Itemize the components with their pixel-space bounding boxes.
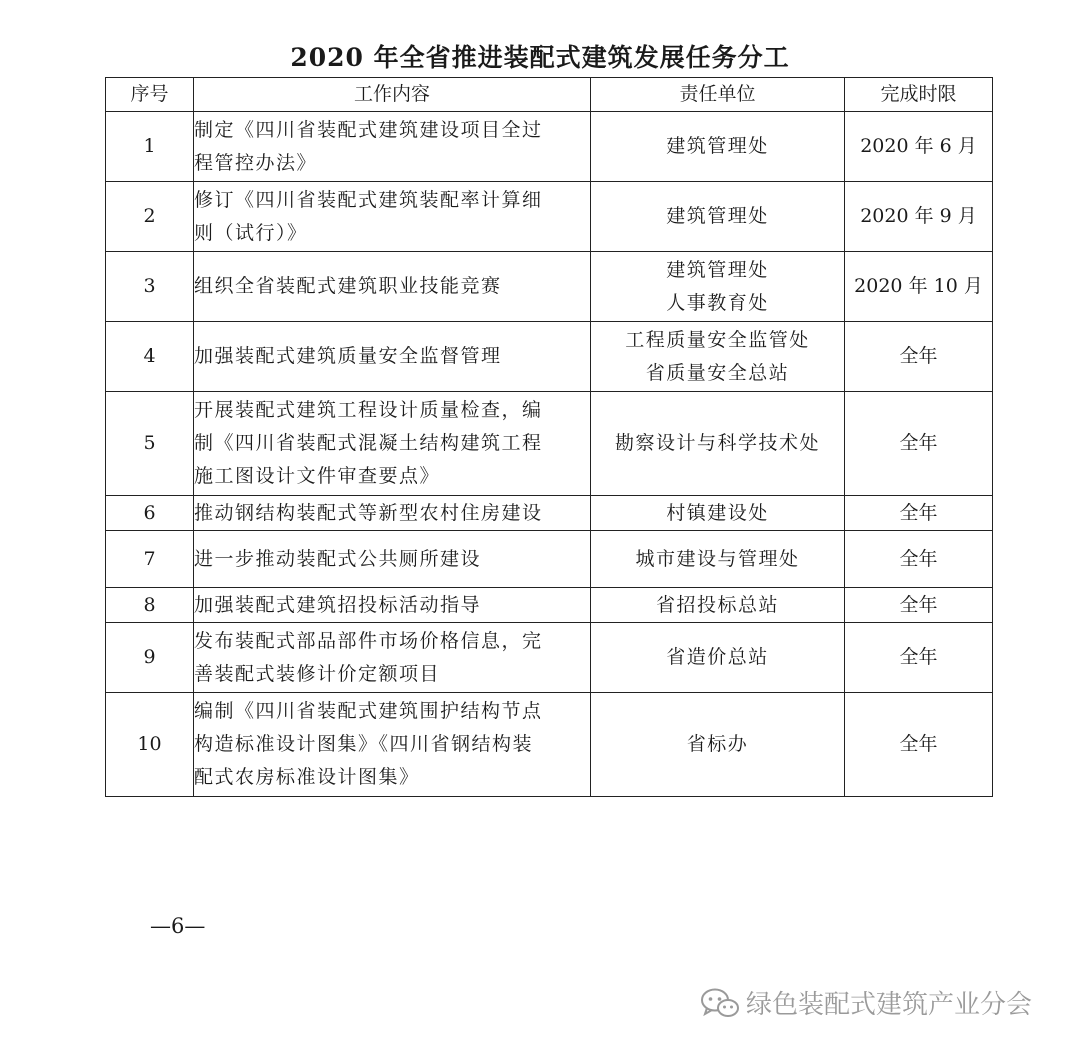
deadline: 全年 [845, 496, 993, 531]
table-row [106, 623, 993, 693]
table-row [106, 531, 993, 588]
deadline: 全年 [845, 531, 993, 588]
unit-line: 省质量安全总站 [645, 361, 790, 384]
responsible-unit [591, 392, 845, 496]
document-title: 2020 年全省推进装配式建筑发展任务分工 [290, 43, 790, 72]
page-number: —6— [150, 914, 206, 938]
work-content [194, 496, 591, 531]
header-deadline: 完成时限 [845, 78, 993, 112]
content-line: 加强装配式建筑质量安全监督管理 [194, 345, 502, 367]
row-number: 3 [106, 252, 194, 322]
table-row [106, 693, 993, 797]
table-row [106, 322, 993, 392]
work-content [194, 623, 591, 693]
deadline: 2020 年 6 月 [845, 112, 993, 182]
deadline: 全年 [845, 392, 993, 496]
row-number: 7 [106, 531, 194, 588]
content-line: 施工图设计文件审查要点》 [194, 465, 441, 487]
work-content [194, 693, 591, 797]
row-number: 5 [106, 392, 194, 496]
content-line: 开展装配式建筑工程设计质量检查，编 [194, 399, 543, 421]
wechat-icon [700, 987, 740, 1019]
content-line: 则（试行）》 [194, 221, 308, 244]
deadline: 2020 年 10 月 [845, 252, 993, 322]
row-number: 1 [106, 112, 194, 182]
content-line: 善装配式装修计价定额项目 [194, 662, 441, 685]
content-line: 构造标准设计图集》《四川省钢结构装 [194, 733, 534, 755]
responsible-unit [591, 693, 845, 797]
responsible-unit [591, 588, 845, 623]
deadline: 全年 [845, 322, 993, 392]
content-line: 制《四川省装配式混凝土结构建筑工程 [194, 432, 543, 454]
table-row [106, 252, 993, 322]
row-number: 2 [106, 182, 194, 252]
deadline: 全年 [845, 693, 993, 797]
work-content [194, 112, 591, 182]
watermark-text: 绿色装配式建筑产业分会 [746, 990, 1033, 1020]
deadline: 全年 [845, 588, 993, 623]
work-content [194, 322, 591, 392]
responsible-unit [591, 112, 845, 182]
table-row [106, 182, 993, 252]
table-header-row [106, 78, 993, 112]
content-line: 编制《四川省装配式建筑围护结构节点 [194, 700, 543, 722]
row-number: 9 [106, 623, 194, 693]
work-content [194, 588, 591, 623]
unit-line: 人事教育处 [666, 291, 769, 314]
table-row [106, 496, 993, 531]
watermark [700, 984, 1032, 1021]
unit-line: 建筑管理处 [666, 135, 769, 157]
content-line: 组织全省装配式建筑职业技能竞赛 [194, 275, 502, 297]
content-line: 修订《四川省装配式建筑装配率计算细 [194, 188, 543, 211]
unit-line: 建筑管理处 [666, 205, 769, 227]
row-number: 8 [106, 588, 194, 623]
unit-line: 村镇建设处 [666, 501, 769, 524]
content-line: 推动钢结构装配式等新型农村住房建设 [194, 501, 543, 524]
content-line: 加强装配式建筑招投标活动指导 [194, 593, 482, 616]
responsible-unit [591, 322, 845, 392]
header-content: 工作内容 [194, 78, 591, 112]
work-content [194, 531, 591, 588]
responsible-unit [591, 252, 845, 322]
table-row [106, 588, 993, 623]
task-table-body [106, 112, 993, 797]
work-content [194, 182, 591, 252]
row-number: 6 [106, 496, 194, 531]
responsible-unit [591, 496, 845, 531]
table-row [106, 392, 993, 496]
content-line: 进一步推动装配式公共厕所建设 [194, 547, 482, 570]
content-line: 程管控办法》 [194, 151, 318, 174]
responsible-unit [591, 623, 845, 693]
work-content [194, 392, 591, 496]
table-row [106, 112, 993, 182]
unit-line: 城市建设与管理处 [635, 547, 800, 570]
content-line: 制定《四川省装配式建筑建设项目全过 [194, 118, 543, 141]
unit-line: 省标办 [686, 733, 749, 755]
unit-line: 建筑管理处 [666, 258, 769, 281]
task-table [105, 77, 993, 797]
unit-line: 勘察设计与科学技术处 [614, 432, 820, 454]
header-no: 序号 [106, 78, 194, 112]
content-line: 发布装配式部品部件市场价格信息，完 [194, 629, 543, 652]
deadline: 2020 年 9 月 [845, 182, 993, 252]
unit-line: 工程质量安全监管处 [625, 328, 810, 351]
row-number: 10 [106, 693, 194, 797]
responsible-unit [591, 182, 845, 252]
unit-line: 省招投标总站 [655, 593, 779, 616]
content-line: 配式农房标准设计图集》 [194, 766, 420, 788]
header-unit: 责任单位 [591, 78, 845, 112]
work-content [194, 252, 591, 322]
responsible-unit [591, 531, 845, 588]
deadline: 全年 [845, 623, 993, 693]
row-number: 4 [106, 322, 194, 392]
unit-line: 省造价总站 [666, 646, 769, 668]
